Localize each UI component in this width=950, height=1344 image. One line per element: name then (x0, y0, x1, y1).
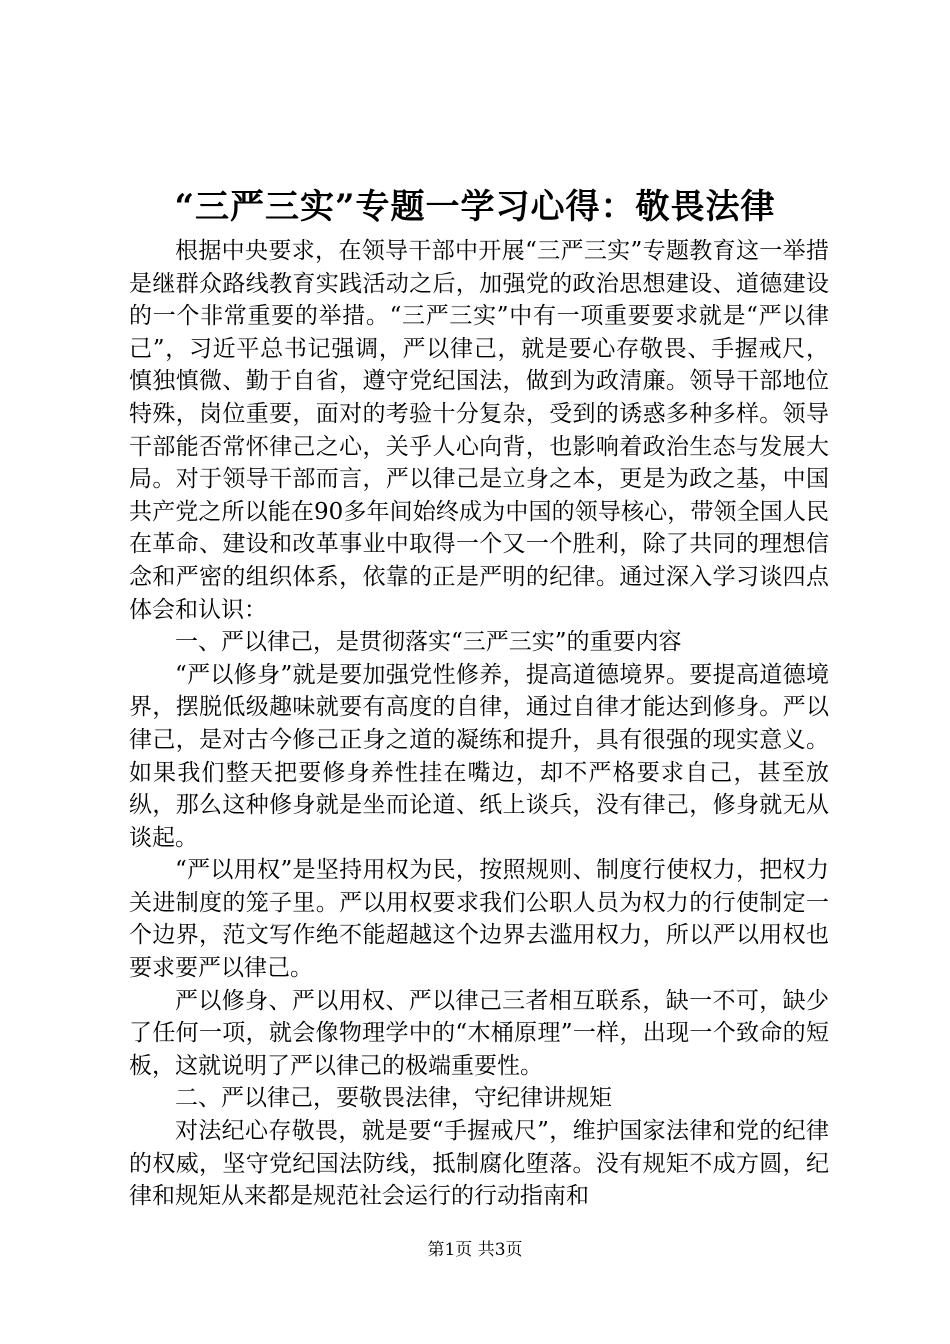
page-footer: 第1页 共3页 (427, 1240, 523, 1260)
document-body (129, 235, 829, 1213)
paragraph-three-relation: 严以修身、严以用权、严以律己三者相互联系，缺一不可，缺少了任何一项，就会像物理学中的“木桶原理”一样，出现一个致命的短板，这就说明了严以律己的极端重要性。 (129, 987, 829, 1079)
paragraph-jingwei: 对法纪心存敬畏，就是要“手握戒尺”，维护国家法律和党的纪律的权威，坚守党纪国法防线，抵制腐化堕落。没有规矩不成方圆，纪律和规矩从来都是规范社会运行的行动指南和 (129, 1118, 829, 1210)
document-title: “三严三实”专题一学习心得：敬畏法律 (174, 187, 776, 227)
paragraph-yongquan: “严以用权”是坚持用权为民，按照规则、制度行使权力，把权力关进制度的笼子里。严以用权要求我们公职人员为权力的行使制定一个边界，范文写作绝不能超越这个边界去滥用权力，所以严以用权也要求要严以律己。 (129, 857, 829, 982)
section-heading-2: 二、严以律己，要敬畏法律，守纪律讲规矩 (175, 1085, 612, 1112)
paragraph-intro: 根据中央要求，在领导干部中开展“三严三实”专题教育这一举措是继群众路线教育实践活动之后，加强党的政治思想建设、道德建设的一个非常重要的举措。“三严三实”中有一项重要要求就是“严以律己”，习近平总书记强调，严以律己，就是要心存敬畏、手握戒尺，慎独慎微、勤于自省，遵守党纪国法，做到为政清廉。领导干部地位特殊，岗位重要，面对的考验十分复杂，受到的诱惑多种多样。领导干部能否常怀律己之心，关乎人心向背，也影响着政治生态与发展大局。对于领导干部而言，严以律己是立身之本，更是为政之基，中国共产党之所以能在90多年间始终成为中国的领导核心，带领全国人民在革命、建设和改革事业中取得一个又一个胜利，除了共同的理想信念和严密的组织体系，依靠的正是严明的纪律。通过深入学习谈四点体会和认识： (129, 238, 829, 623)
paragraph-xiushen: “严以修身”就是要加强党性修养，提高道德境界。要提高道德境界，摆脱低级趣味就要有高度的自律，通过自律才能达到修身。严以律己，是对古今修己正身之道的凝练和提升，具有很强的现实意义。如果我们整天把要修身养性挂在嘴边，却不严格要求自己，甚至放纵，那么这种修身就是坐而论道、纸上谈兵，没有律己，修身就无从谈起。 (129, 661, 829, 851)
section-heading-1: 一、严以律己，是贯彻落实“三严三实”的重要内容 (175, 629, 682, 656)
